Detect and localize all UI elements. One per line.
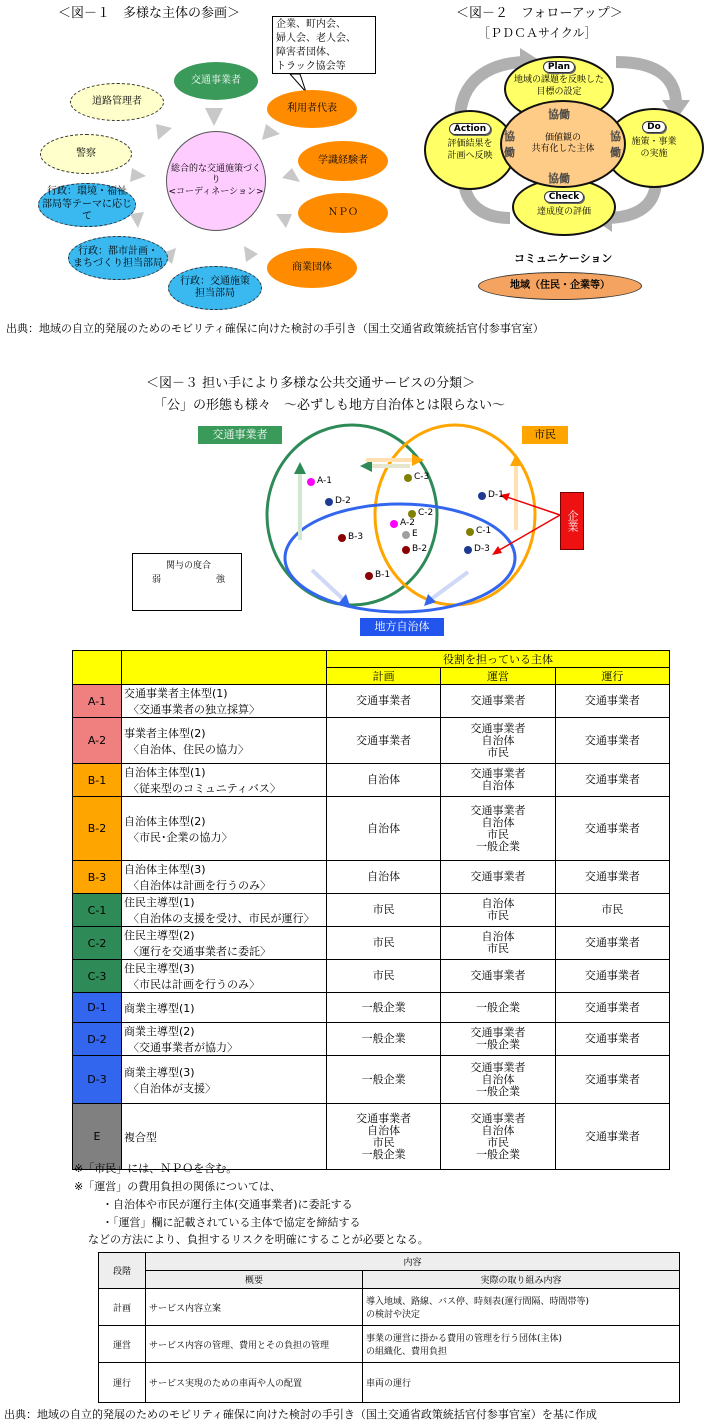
row-manage: [441, 797, 555, 861]
row-manage: [441, 993, 555, 1023]
cell-line: 自治体: [481, 1123, 515, 1137]
node-label: まちづくり担当部局: [73, 258, 163, 269]
cell-line: 交通事業者: [584, 969, 640, 982]
row-operate: [555, 927, 669, 960]
note-3: ・自治体や市民が運行主体(交通事業者)に委託する: [102, 1198, 353, 1211]
venn-point-label: C-2: [418, 508, 434, 518]
row-code-text: B-1: [87, 773, 107, 787]
row-operate: [555, 993, 669, 1023]
cell-line: 市民: [372, 903, 395, 916]
cell-line: 交通事業者: [584, 773, 640, 786]
node-label: ＮＰＯ: [328, 206, 358, 218]
plan-tag: Plan: [543, 61, 575, 73]
row-name: [122, 1023, 327, 1056]
do-tag: Do: [642, 121, 666, 133]
row-name-line: 〈自治体の支援を受け、市民が運行〉: [128, 912, 315, 925]
detail-line: の組織化、費用負担: [366, 1347, 448, 1357]
venn-point-e: [402, 531, 410, 539]
table-row: [73, 764, 670, 797]
cell-line: 交通事業者: [584, 936, 640, 949]
cell-line: 交通事業者: [356, 733, 412, 747]
row-name-line: 〈従来型のコミュニティバス〉: [128, 782, 281, 795]
summary-cell: サービス内容立案: [146, 1289, 363, 1326]
row-name-line: 〈自治体、住民の協力〉: [128, 742, 249, 756]
row-name-line: 〈運行を交通事業者に委託〉: [128, 945, 271, 958]
fig1-node-police: [40, 134, 132, 174]
center-line: <コーディネーション>: [168, 186, 264, 197]
action-text: 評価結果を: [447, 139, 493, 150]
row-code-text: D-3: [87, 1073, 107, 1086]
row-code: [73, 927, 122, 960]
cell-line: 一般企業: [361, 1147, 406, 1161]
note-4: ・「運営」欄に記載されている主体で協定を締結する: [102, 1216, 361, 1229]
row-code: [73, 861, 122, 894]
label-citizen: 市民: [522, 426, 568, 444]
row-code-text: B-2: [87, 822, 107, 835]
row-code: [73, 960, 122, 993]
note-2: ※「運営」の費用負担の関係については、: [74, 1180, 281, 1193]
cell-line: 市民: [601, 903, 624, 916]
cell-line: 交通事業者: [470, 803, 526, 817]
row-operate: [555, 960, 669, 993]
cell-line: 交通事業者: [356, 694, 412, 707]
stage-cell: 計画: [99, 1289, 146, 1326]
detail-line: 車両の運行: [366, 1379, 412, 1389]
row-code-text: E: [93, 1130, 101, 1143]
venn-point-label: D-1: [488, 490, 504, 500]
callout-line: 企業、町内会、: [276, 19, 346, 30]
venn-point-d-1: [478, 492, 486, 500]
cell-line: 交通事業者: [470, 767, 526, 780]
venn-point-c-2: [408, 510, 416, 518]
row-plan: [327, 685, 441, 718]
venn-point-c-3: [404, 474, 412, 482]
callout-line: トラック協会等: [276, 61, 346, 72]
collab-bottom: 協働: [548, 172, 570, 185]
venn-point-d-3: [464, 546, 472, 554]
check-tag: Check: [544, 191, 584, 203]
summary-cell: サービス実現のための車両や人の配置: [146, 1363, 363, 1403]
row-name: [122, 685, 327, 718]
row-name-line: 〈交通事業者が協力〉: [128, 1041, 238, 1054]
collab-top: 協働: [548, 108, 570, 121]
cell-line: 自治体: [481, 930, 515, 943]
row-plan: [327, 960, 441, 993]
row-code-text: A-2: [87, 734, 107, 747]
table-row: [73, 927, 670, 960]
row-name-line: 〈交通事業者の独立採算〉: [128, 703, 260, 716]
cell-line: 一般企業: [475, 839, 520, 853]
venn-point-label: C-3: [414, 472, 430, 482]
cell-line: 交通事業者: [584, 1129, 640, 1143]
collab-left: [504, 128, 516, 160]
row-name: [122, 927, 327, 960]
table-row: [73, 1056, 670, 1104]
legend-weak: 弱: [152, 575, 162, 585]
row-plan: [327, 1104, 441, 1170]
row-manage: [441, 894, 555, 927]
fig1-node-env-dept: [38, 183, 136, 227]
row-code-text: C-3: [87, 969, 107, 983]
row-name-line: 自治体主体型(2): [124, 814, 206, 828]
row-operate: [555, 894, 669, 927]
note-1: ※「市民」には、ＮＰＯを含む。: [74, 1162, 238, 1175]
row-plan: [327, 1023, 441, 1056]
table-row: [73, 797, 670, 861]
node-label: 利用者代表: [287, 102, 337, 114]
row-name: [122, 993, 327, 1023]
stage-cell: 運行: [99, 1363, 146, 1403]
fig2-community: [478, 272, 642, 300]
cell-line: 交通事業者: [470, 694, 526, 707]
row-operate: [555, 861, 669, 894]
label-government: 地方自治体: [360, 618, 444, 636]
row-manage: [441, 685, 555, 718]
row-name-line: 商業主導型(2): [124, 1025, 195, 1038]
row-name-line: 交通事業者主体型(1): [124, 687, 228, 700]
row-manage: [441, 1023, 555, 1056]
cell-line: 一般企業: [475, 1084, 520, 1098]
callout-line: 障害者団体、: [276, 47, 336, 58]
header-manage: 運営: [441, 668, 555, 685]
cell-line: 市民: [486, 942, 509, 955]
row-name-line: 〈市民･企業の協力〉: [128, 830, 233, 844]
cell-line: 交通事業者: [470, 870, 526, 883]
node-label: 行政：交通施策: [180, 275, 250, 287]
row-code: [73, 1023, 122, 1056]
summary-cell: サービス内容の管理、費用とその負担の管理: [146, 1326, 363, 1363]
callout-line: 婦人会、老人会、: [276, 33, 356, 44]
row-manage: [441, 718, 555, 764]
row-name: [122, 797, 327, 861]
fig1-title: ＜図－１ 多様な主体の参画＞: [58, 6, 241, 21]
fig1-node-road-admin: [70, 83, 164, 121]
cell-line: 交通事業者: [470, 1060, 526, 1074]
table-row: [73, 960, 670, 993]
row-code-text: B-3: [87, 870, 107, 884]
node-label: 行政：環境・福祉: [47, 186, 127, 198]
cell-line: 交通事業者: [470, 969, 526, 982]
table-row: [99, 1326, 680, 1363]
row-operate: [555, 764, 669, 797]
fig3-subtitle: 「公」の形態も様々 ～必ずしも地方自治体とは限らない～: [154, 398, 506, 413]
venn-point-label: B-3: [348, 532, 364, 542]
row-plan: [327, 797, 441, 861]
row-name: [122, 1056, 327, 1104]
col-stage: 段階: [99, 1253, 146, 1289]
cell-line: 市民: [372, 1135, 395, 1149]
plan-text: 地域の課題を反映した: [513, 75, 604, 86]
collab-text: 協働: [610, 130, 621, 159]
legend-strong: 強: [216, 575, 226, 585]
venn-point-label: D-3: [474, 544, 490, 554]
note-5: などの方法により、負担するリスクを明確にすることが必要となる。: [88, 1233, 429, 1246]
table-row: [73, 718, 670, 764]
row-name-line: 住民主導型(2): [124, 929, 195, 942]
node-label: 学識経験者: [318, 154, 368, 166]
row-code: [73, 718, 122, 764]
row-code-text: C-2: [87, 936, 107, 950]
venn-point-label: A-1: [317, 476, 332, 486]
cell-line: 自治体: [367, 1123, 401, 1137]
venn-point-a-2: [390, 520, 398, 528]
fig1-node-academic: [298, 141, 388, 181]
row-name-line: 事業者主体型(2): [124, 726, 206, 740]
cell-line: 自治体: [481, 779, 515, 792]
venn-point-label: C-1: [476, 526, 492, 536]
row-operate: [555, 718, 669, 764]
cell-line: 自治体: [367, 821, 401, 835]
cell-line: 市民: [486, 827, 509, 841]
venn-point-label: B-1: [375, 570, 391, 580]
row-plan: [327, 764, 441, 797]
cell-line: 交通事業者: [584, 870, 640, 883]
fig2-title: ＜図－２ フォローアップ＞: [456, 6, 623, 21]
row-code: [73, 685, 122, 718]
fig1-node-commerce: [267, 248, 357, 288]
node-label: 担当部局: [195, 288, 235, 299]
cell-line: 交通事業者: [470, 721, 526, 735]
cell-line: 自治体: [481, 1072, 515, 1086]
cell-line: 一般企業: [361, 1072, 406, 1086]
fig1-node-user-rep: [267, 90, 357, 128]
fig2-subtitle: ［ＰＤＣＡサイクル］: [478, 26, 597, 40]
fig1-node-npo: [298, 193, 388, 233]
table-row: [73, 861, 670, 894]
row-name-line: 商業主導型(3): [124, 1065, 195, 1079]
stage-cell: 運営: [99, 1326, 146, 1363]
cell-line: 自治体: [481, 733, 515, 747]
stage-table: [98, 1252, 680, 1403]
node-label: 商業団体: [292, 261, 332, 273]
cell-line: 交通事業者: [584, 821, 640, 835]
row-operate: [555, 1056, 669, 1104]
do-text: の実施: [640, 148, 668, 159]
venn-point-label: E: [412, 529, 418, 539]
row-code-text: D-1: [87, 1001, 107, 1014]
venn-point-label: B-2: [412, 544, 428, 554]
cell-line: 一般企業: [475, 1147, 520, 1161]
row-name-line: 商業主導型(1): [124, 1001, 195, 1015]
cell-line: 市民: [486, 745, 509, 759]
venn-point-label: A-2: [400, 518, 415, 528]
row-code-text: A-1: [87, 694, 107, 708]
cell-line: 自治体: [367, 773, 401, 786]
plan-text: 目標の設定: [536, 86, 582, 97]
row-code: [73, 993, 122, 1023]
action-tag: Action: [449, 123, 491, 135]
venn-point-label: D-2: [335, 496, 351, 506]
row-name-line: 〈自治体が支援〉: [128, 1081, 216, 1095]
row-operate: [555, 685, 669, 718]
source-2: 出典：地域の自立的発展のためのモビリティ確保に向けた検討の手引き（国土交通省政策統括官付参事官室）を基に作成: [4, 1408, 597, 1421]
cell-line: 一般企業: [475, 1038, 520, 1051]
node-label: 部局等テーマに応じて: [42, 198, 132, 223]
center-text: 価値観の: [544, 132, 581, 143]
header-operate: 運行: [555, 668, 669, 685]
row-plan: [327, 1056, 441, 1104]
venn-point-c-1: [466, 528, 474, 536]
row-plan: [327, 718, 441, 764]
detail-line: 導入地域、路線、バス停、時刻表(運行間隔、時間帯等): [366, 1297, 590, 1307]
fig2-communication: コミュニケーション: [514, 252, 613, 265]
community-text: 地域（住民・企業等）: [510, 279, 610, 291]
detail-cell: [363, 1289, 680, 1326]
row-name-line: 複合型: [124, 1130, 157, 1144]
row-plan: [327, 993, 441, 1023]
venn-point-d-2: [325, 498, 333, 506]
row-operate: [555, 1023, 669, 1056]
node-label: 交通事業者: [191, 74, 241, 86]
venn-point-b-1: [365, 572, 373, 580]
row-manage: [441, 764, 555, 797]
table-row: [99, 1289, 680, 1326]
table-row: [73, 894, 670, 927]
row-name: [122, 764, 327, 797]
cell-line: 交通事業者: [470, 1111, 526, 1125]
center-line: 総合的な交通施策づくり: [170, 164, 261, 186]
cell-line: 市民: [486, 1135, 509, 1149]
cell-line: 市民: [372, 969, 395, 982]
row-operate: [555, 1104, 669, 1170]
row-code: [73, 764, 122, 797]
detail-cell: [363, 1326, 680, 1363]
row-code: [73, 1056, 122, 1104]
row-manage: [441, 1056, 555, 1104]
row-name: [122, 960, 327, 993]
detail-line: 事業の運営に掛かる費用の管理を行う団体(主体): [366, 1334, 563, 1344]
row-name: [122, 894, 327, 927]
cell-line: 交通事業者: [584, 1032, 640, 1045]
cell-line: 交通事業者: [584, 1072, 640, 1086]
row-manage: [441, 861, 555, 894]
venn-point-b-3: [338, 534, 346, 542]
col-summary: 概要: [146, 1271, 363, 1289]
header-blank: [122, 651, 327, 685]
header-group: 役割を担っている主体: [327, 651, 670, 668]
check-text: 達成度の評価: [536, 207, 591, 218]
collab-right: [610, 128, 622, 160]
row-name-line: 〈自治体は計画を行うのみ〉: [128, 879, 271, 892]
header-plan: 計画: [327, 668, 441, 685]
center-text: 共有化した主体: [531, 144, 595, 154]
cell-line: 自治体: [481, 897, 515, 910]
row-manage: [441, 960, 555, 993]
row-plan: [327, 894, 441, 927]
row-code: [73, 797, 122, 861]
cell-line: 交通事業者: [584, 694, 640, 707]
row-name-line: 〈市民は計画を行うのみ〉: [128, 978, 260, 991]
header-blank: [73, 651, 122, 685]
row-name-line: 住民主導型(3): [124, 962, 195, 975]
cell-line: 市民: [486, 909, 509, 922]
cell-line: 交通事業者: [584, 1000, 640, 1014]
col-detail: 実際の取り組み内容: [363, 1271, 680, 1289]
fig1-center: [166, 131, 266, 231]
row-operate: [555, 797, 669, 861]
cell-line: 自治体: [367, 870, 401, 883]
row-name-line: 自治体主体型(1): [124, 766, 206, 779]
row-name: [122, 861, 327, 894]
row-plan: [327, 861, 441, 894]
fig1-node-transport-dept: [168, 266, 262, 310]
cell-line: 交通事業者: [356, 1111, 412, 1125]
collab-text: 協働: [504, 130, 515, 159]
table-row: [99, 1363, 680, 1403]
row-code-text: D-2: [87, 1032, 107, 1046]
fig1-node-operator: [174, 62, 258, 100]
classification-table: [72, 650, 670, 1170]
col-content: 内容: [146, 1253, 680, 1271]
company-text: 企業: [566, 510, 579, 532]
cell-line: 一般企業: [361, 1000, 406, 1014]
detail-cell: [363, 1363, 680, 1403]
cell-line: 一般企業: [475, 1000, 520, 1014]
row-plan: [327, 927, 441, 960]
node-label: 道路管理者: [92, 95, 142, 107]
venn-point-a-1: [307, 478, 315, 486]
label-company: [560, 492, 584, 550]
legend-title: 関与の度合: [166, 561, 212, 571]
row-name-line: 自治体主体型(3): [124, 863, 206, 876]
row-name: [122, 718, 327, 764]
cell-line: 交通事業者: [584, 733, 640, 747]
row-name-line: 住民主導型(1): [124, 896, 195, 909]
action-text: 計画へ反映: [447, 150, 493, 161]
venn-point-b-2: [402, 546, 410, 554]
row-manage: [441, 927, 555, 960]
label-operator: 交通事業者: [198, 426, 282, 444]
table-row: [73, 993, 670, 1023]
fig3-title: ＜図－３ 担い手により多様な公共交通サービスの分類＞: [146, 376, 476, 391]
cell-line: 一般企業: [361, 1032, 406, 1045]
fig1-node-urban-dept: [68, 236, 168, 280]
node-label: 警察: [76, 147, 96, 159]
detail-line: の検討や決定: [366, 1310, 421, 1320]
table-row: [73, 685, 670, 718]
cell-line: 自治体: [481, 815, 515, 829]
source-1: 出典：地域の自立的発展のためのモビリティ確保に向けた検討の手引き（国土交通省政策統括官付参事官室）: [6, 322, 544, 335]
fig3-venn: [0, 410, 718, 640]
node-label: 行政：都市計画・: [78, 245, 158, 257]
do-text: 施策・事業: [631, 137, 677, 148]
row-manage: [441, 1104, 555, 1170]
table-row: [73, 1023, 670, 1056]
cell-line: 交通事業者: [470, 1026, 526, 1039]
cell-line: 市民: [372, 936, 395, 949]
row-code: [73, 894, 122, 927]
row-code-text: C-1: [87, 903, 107, 917]
